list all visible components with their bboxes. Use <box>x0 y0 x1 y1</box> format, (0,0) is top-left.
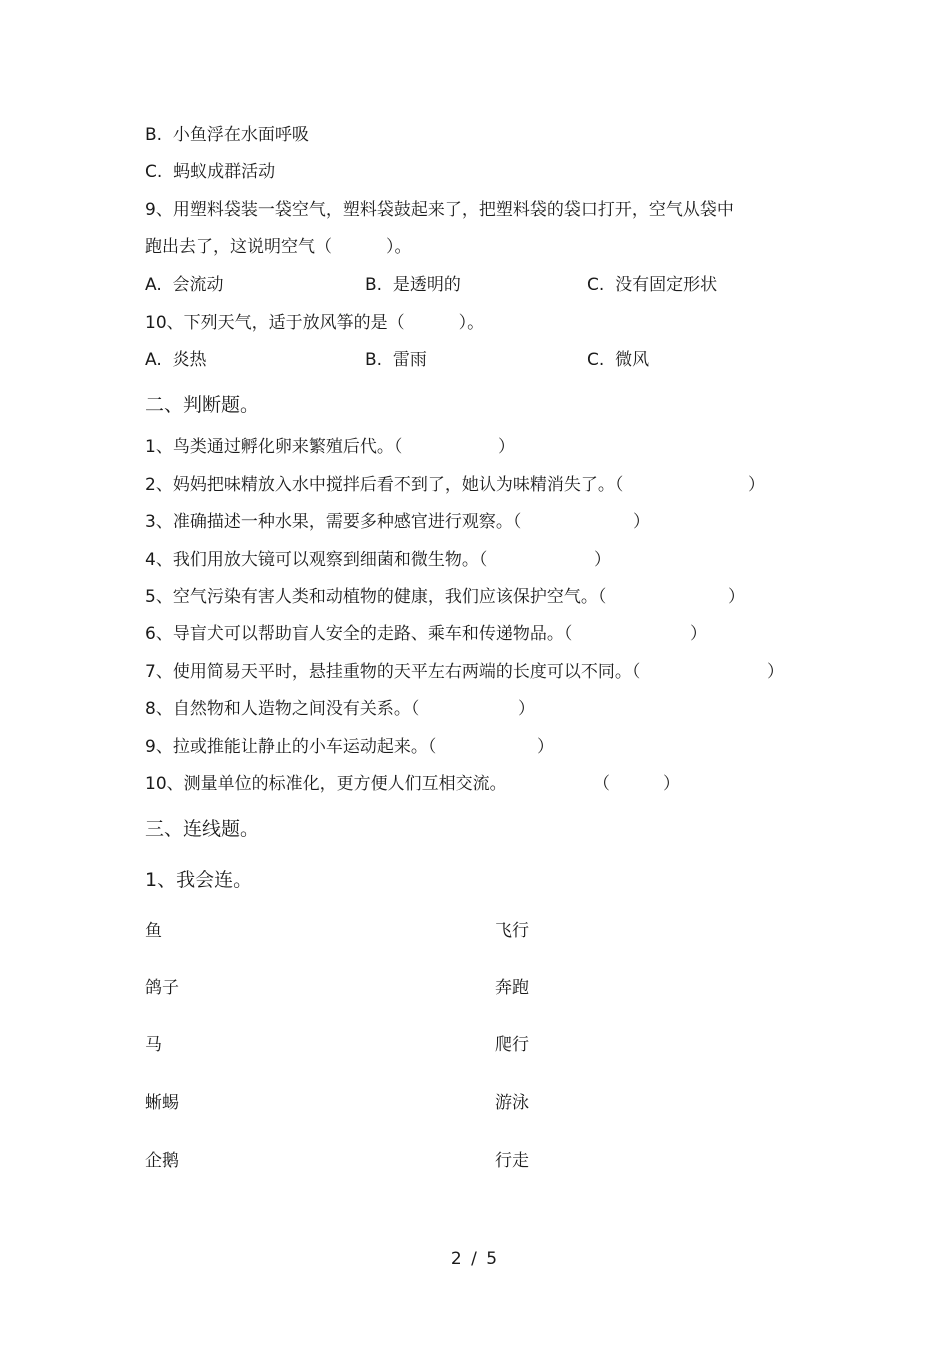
match-subheading: 1、我会连。 <box>145 869 253 891</box>
judge-item-10-close: ） <box>663 774 680 794</box>
match-left-item: 鸽子 <box>145 978 179 998</box>
q10-option-b: B. 雷雨 <box>365 350 427 370</box>
match-right-item: 飞行 <box>495 921 529 941</box>
match-left-item: 企鹅 <box>145 1151 179 1171</box>
judge-item-8-close: ） <box>518 699 535 719</box>
judge-section-heading: 二、判断题。 <box>145 394 260 416</box>
judge-item-6: 6、导盲犬可以帮助盲人安全的走路、乘车和传递物品。（ <box>145 624 573 644</box>
judge-item-10: 10、测量单位的标准化，更方便人们互相交流。 <box>145 774 507 794</box>
judge-item-5: 5、空气污染有害人类和动植物的健康，我们应该保护空气。（ <box>145 587 607 607</box>
match-left-item: 蜥蜴 <box>145 1093 179 1113</box>
q10-question: 10、下列天气，适于放风筝的是（ ）。 <box>145 313 485 333</box>
judge-item-3: 3、准确描述一种水果，需要多种感官进行观察。（ <box>145 512 522 532</box>
judge-item-5-close: ） <box>728 587 745 607</box>
judge-item-8: 8、自然物和人造物之间没有关系。（ <box>145 699 420 719</box>
q9-question-line2: 跑出去了，这说明空气（ ）。 <box>145 237 412 257</box>
judge-item-9-close: ） <box>537 737 554 757</box>
q10-option-c: C. 微风 <box>587 350 650 370</box>
judge-item-7: 7、使用简易天平时，悬挂重物的天平左右两端的长度可以不同。（ <box>145 662 641 682</box>
match-left-item: 鱼 <box>145 921 162 941</box>
judge-item-10-open: （ <box>593 774 610 794</box>
q10-option-a: A. 炎热 <box>145 350 207 370</box>
match-section-heading: 三、连线题。 <box>145 818 260 840</box>
match-right-item: 爬行 <box>495 1035 529 1055</box>
q8-option-b: B. 小鱼浮在水面呼吸 <box>145 125 309 145</box>
judge-item-1: 1、鸟类通过孵化卵来繁殖后代。（ <box>145 437 403 457</box>
match-left-item: 马 <box>145 1035 162 1055</box>
q9-question-line1: 9、用塑料袋装一袋空气，塑料袋鼓起来了，把塑料袋的袋口打开，空气从袋中 <box>145 200 734 220</box>
judge-item-6-close: ） <box>690 624 707 644</box>
judge-item-2-close: ） <box>748 475 765 495</box>
judge-item-3-close: ） <box>633 512 650 532</box>
judge-item-4-close: ） <box>594 550 611 570</box>
judge-item-9: 9、拉或推能让静止的小车运动起来。（ <box>145 737 437 757</box>
q9-option-c: C. 没有固定形状 <box>587 275 718 295</box>
q8-option-c: C. 蚂蚁成群活动 <box>145 162 276 182</box>
judge-item-7-close: ） <box>767 662 784 682</box>
judge-item-1-close: ） <box>498 437 515 457</box>
judge-item-2: 2、妈妈把味精放入水中搅拌后看不到了，她认为味精消失了。（ <box>145 475 624 495</box>
q9-option-b: B. 是透明的 <box>365 275 461 295</box>
q9-option-a: A. 会流动 <box>145 275 224 295</box>
judge-item-4: 4、我们用放大镜可以观察到细菌和微生物。（ <box>145 550 488 570</box>
match-right-item: 行走 <box>495 1151 529 1171</box>
page-number: 2 / 5 <box>450 1249 500 1269</box>
match-right-item: 奔跑 <box>495 978 529 998</box>
match-right-item: 游泳 <box>495 1093 529 1113</box>
